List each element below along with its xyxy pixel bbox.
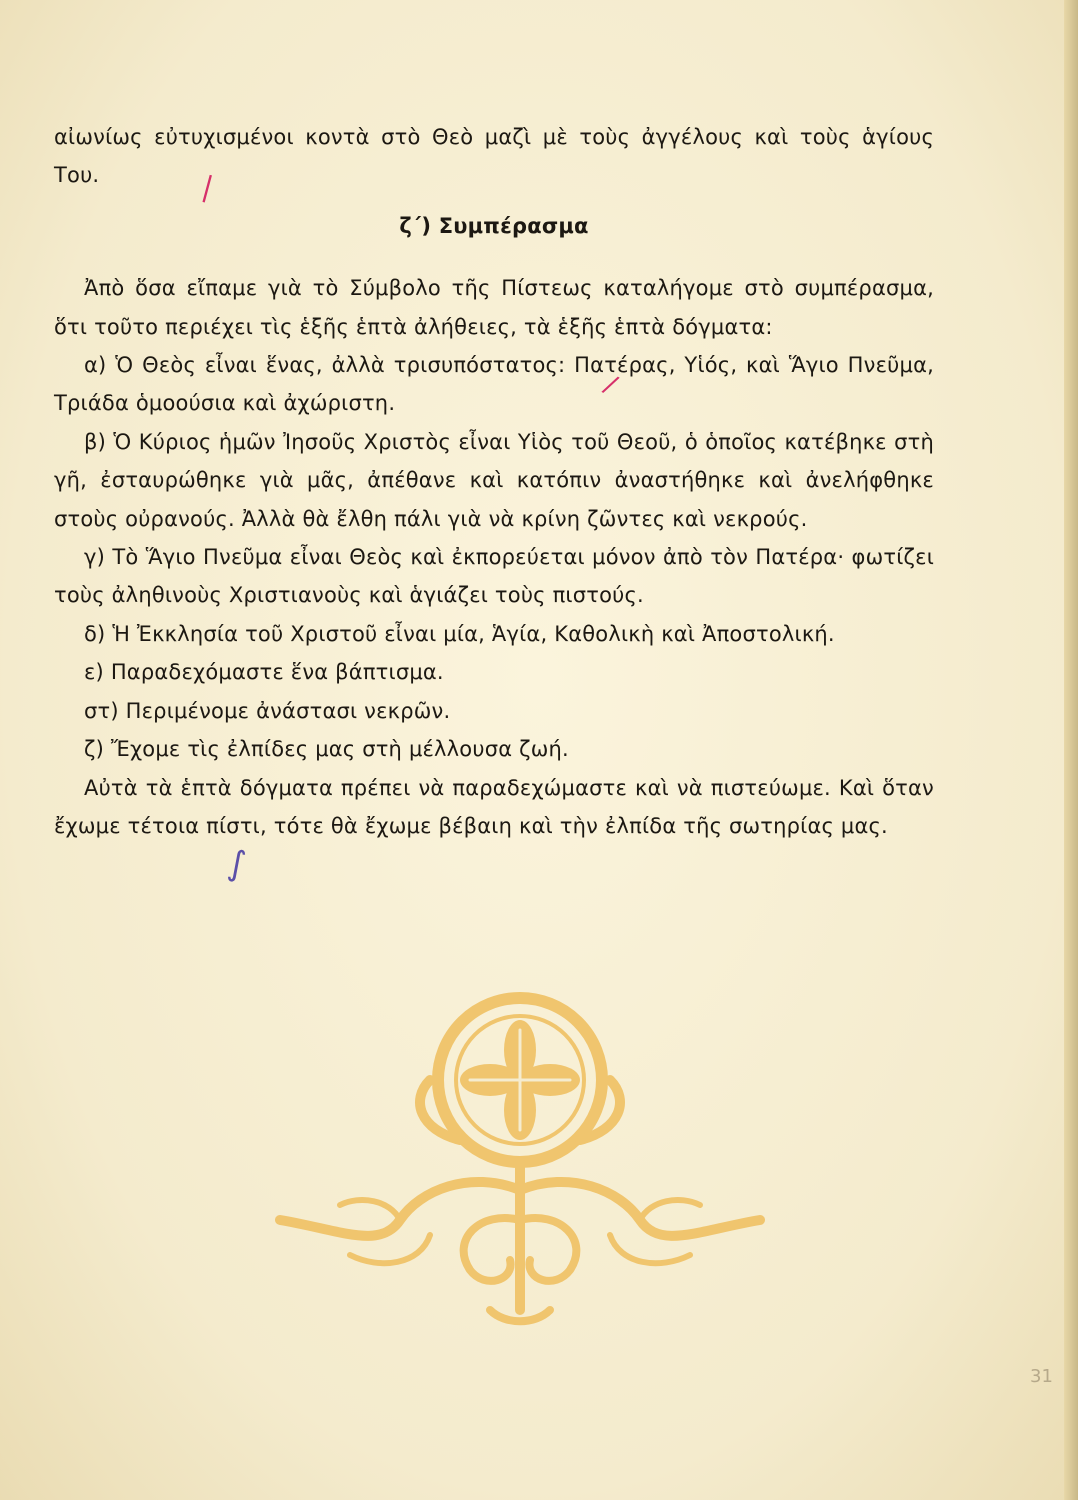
page-text: [54, 118, 934, 845]
dogma-item-a: α) Ὁ Θεὸς εἶναι ἕνας, ἀλλὰ τρισυπόστατος: Πατέρας, Υἱός, καὶ Ἅγιο Πνεῦμα, Τριάδα ὁμοούσια καὶ ἀχώριστη.: [54, 353, 934, 416]
intro-paragraph: αἰωνίως εὐτυχισμένοι κοντὰ στὸ Θεὸ μαζὶ μὲ τοὺς ἀγγέλους καὶ τοὺς ἁγίους Του.: [54, 125, 934, 188]
dogma-item-e: ε) Παραδεχόμαστε ἕνα βάπτισμα.: [84, 660, 444, 685]
lead-paragraph: Ἀπὸ ὅσα εἴπαμε γιὰ τὸ Σύμβολο τῆς Πίστεως καταλήγομε στὸ συμπέρασμα, ὅτι τοῦτο περιέχει τὶς ἑξῆς ἑπτὰ ἀλήθειες, τὰ ἑξῆς ἑπτὰ δόγματα:: [54, 276, 934, 339]
pen-mark-icon: ❘: [192, 167, 224, 206]
closing-paragraph: Αὐτὰ τὰ ἑπτὰ δόγματα πρέπει νὰ παραδεχώμαστε καὶ νὰ πιστεύωμε. Καὶ ὅταν ἔχωμε τέτοια πίστι, τότε θὰ ἔχωμε βέβαιη καὶ τὴν ἐλπίδα τῆς σωτηρίας μας.: [54, 775, 934, 838]
section-heading: ζ΄) Συμπέρασμα: [399, 213, 589, 238]
pen-mark-icon: /: [599, 369, 622, 401]
pen-mark-icon: ∫: [225, 842, 249, 886]
page-edge: [1064, 0, 1078, 1500]
dogma-item-g: ζ) Ἔχομε τὶς ἐλπίδες μας στὴ μέλλουσα ζωή.: [84, 737, 569, 762]
decorative-ornament-icon: [270, 980, 770, 1340]
dogma-item-c: γ) Τὸ Ἅγιο Πνεῦμα εἶναι Θεὸς καὶ ἐκπορεύεται μόνον ἀπὸ τὸν Πατέρα· φωτίζει τοὺς ἀληθινοὺς Χριστιανοὺς καὶ ἁγιάζει τοὺς πιστούς.: [54, 545, 934, 608]
dogma-item-f: στ) Περιμένομε ἀνάστασι νεκρῶν.: [84, 698, 451, 723]
dogma-item-d: δ) Ἡ Ἐκκλησία τοῦ Χριστοῦ εἶναι μία, Ἁγία, Καθολικὴ καὶ Ἀποστολική.: [84, 621, 835, 646]
page-number: 31: [1030, 1366, 1053, 1387]
dogma-item-b: β) Ὁ Κύριος ἡμῶν Ἰησοῦς Χριστὸς εἶναι Υἱὸς τοῦ Θεοῦ, ὁ ὁποῖος κατέβηκε στὴ γῆ, ἐσταυρώθηκε γιὰ μᾶς, ἀπέθανε καὶ κατόπιν ἀναστήθηκε καὶ ἀνελήφθηκε στοὺς οὐρανούς. Ἀλλὰ θὰ ἔλθη πάλι γιὰ νὰ κρίνη ζῶντες καὶ νεκρούς.: [54, 429, 934, 531]
